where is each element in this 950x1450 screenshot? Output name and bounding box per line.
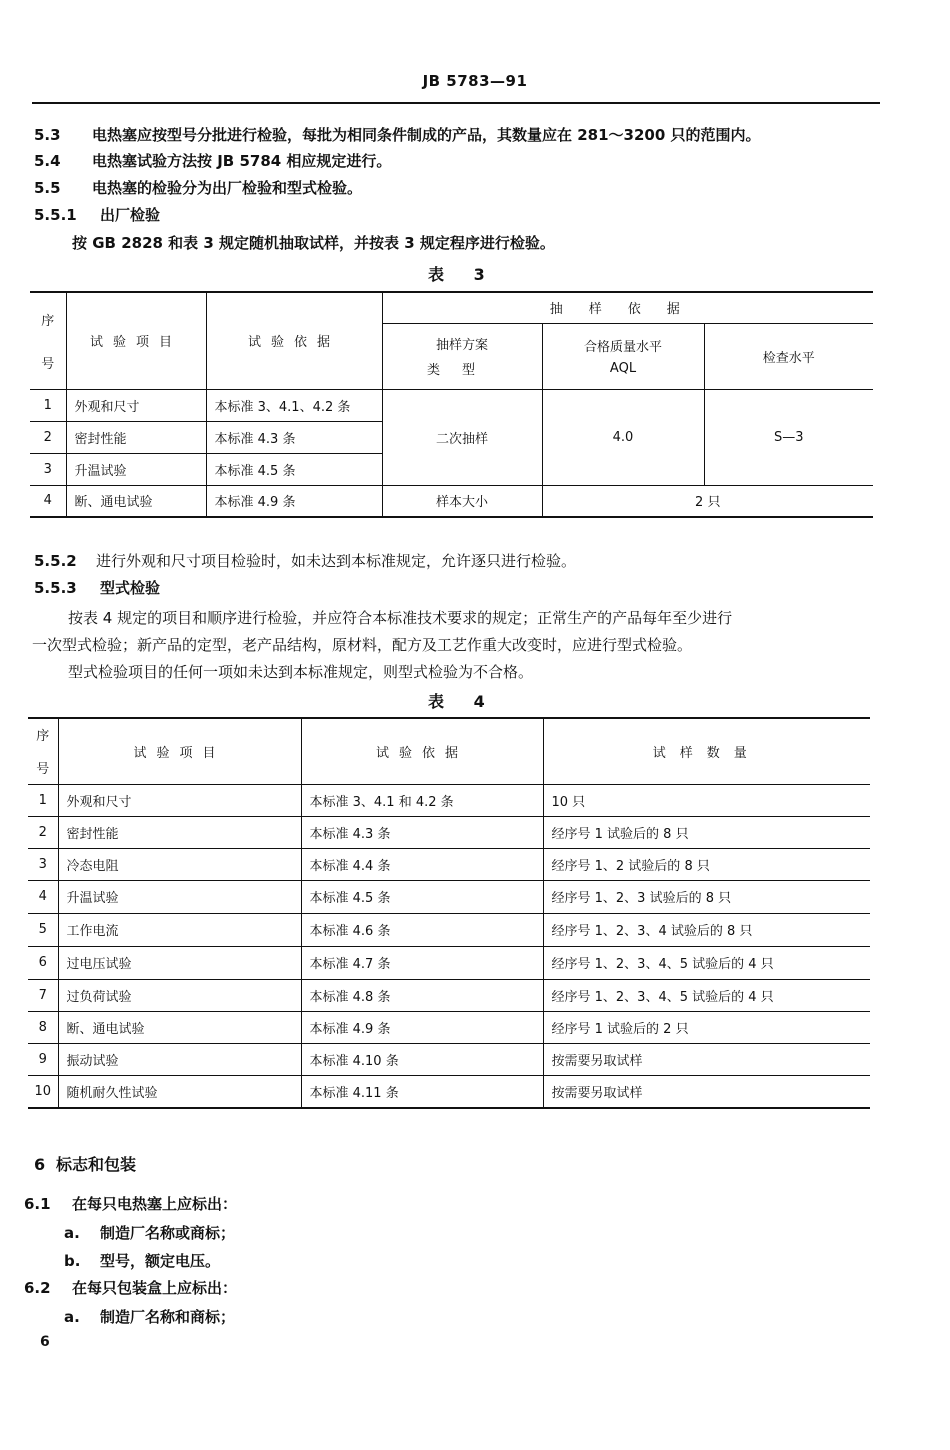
row-item: 断、通电试验 xyxy=(58,1011,301,1043)
table3-aql-value: 4.0 xyxy=(542,389,704,485)
row-basis: 本标准 4.11 条 xyxy=(301,1075,543,1108)
section-title: 标志和包装 xyxy=(56,1155,137,1174)
row-qty: 10 只 xyxy=(543,784,870,816)
row-basis: 本标准 3、4.1、4.2 条 xyxy=(206,389,382,421)
row-number: 8 xyxy=(28,1011,58,1043)
row-number: 10 xyxy=(28,1075,58,1108)
row-qty: 按需要另取试样 xyxy=(543,1043,870,1075)
table3-header-aql xyxy=(542,323,704,389)
row-basis: 本标准 4.3 条 xyxy=(301,816,543,848)
clause-text: 电热塞的检验分为出厂检验和型式检验。 xyxy=(92,179,363,197)
seq-top: 序 xyxy=(41,313,55,329)
clause-5-5-2 xyxy=(34,550,576,571)
table3-header-item: 试验项目 xyxy=(66,292,206,389)
row-qty: 经序号 1、2、3、4、5 试验后的 4 只 xyxy=(543,979,870,1011)
table4-header-seq xyxy=(28,718,58,784)
table3-scheme-value: 二次抽样 xyxy=(382,389,542,485)
clause-text: 电热塞应按型号分批进行检验，每批为相同条件制成的产品，其数量应在 281～3200 只的范围内。 xyxy=(92,126,761,144)
clause-5-5-3-body-line2: 一次型式检验；新产品的定型，老产品结构，原材料，配方及工艺作重大改变时，应进行型式检验。 xyxy=(32,636,693,654)
row-basis: 本标准 4.5 条 xyxy=(206,453,382,485)
aql-line2: AQL xyxy=(609,361,637,376)
row-item: 外观和尺寸 xyxy=(58,784,301,816)
row-number: 3 xyxy=(28,848,58,880)
row-number: 4 xyxy=(30,485,66,517)
table3-level-value: S—3 xyxy=(704,389,873,485)
table3-sample-size-label: 样本大小 xyxy=(382,485,542,517)
clause-number: 6.2 xyxy=(24,1279,51,1297)
row-item: 过电压试验 xyxy=(58,946,301,979)
clause-6-2-a xyxy=(64,1306,235,1327)
row-number: 2 xyxy=(30,421,66,453)
row-number: 6 xyxy=(28,946,58,979)
row-qty: 经序号 1 试验后的 8 只 xyxy=(543,816,870,848)
row-number: 7 xyxy=(28,979,58,1011)
row-item: 密封性能 xyxy=(58,816,301,848)
row-basis: 本标准 4.10 条 xyxy=(301,1043,543,1075)
table-row xyxy=(28,1075,870,1108)
row-number: 3 xyxy=(30,453,66,485)
clause-number: 5.5.3 xyxy=(34,579,77,597)
table4-header-basis: 试验依据 xyxy=(301,718,543,784)
row-number: 5 xyxy=(28,913,58,946)
row-item: 密封性能 xyxy=(66,421,206,453)
table3-header-sampling: 抽样依据 xyxy=(382,292,873,323)
clause-text: 在每只电热塞上应标出： xyxy=(72,1195,238,1213)
row-item: 外观和尺寸 xyxy=(66,389,206,421)
clause-5-4 xyxy=(34,150,391,171)
header-rule xyxy=(32,102,880,104)
table-row xyxy=(28,880,870,913)
table3-header-scheme xyxy=(382,323,542,389)
row-basis: 本标准 4.9 条 xyxy=(301,1011,543,1043)
table-row xyxy=(28,816,870,848)
clause-number: 5.5.2 xyxy=(34,552,77,570)
row-basis: 本标准 3、4.1 和 4.2 条 xyxy=(301,784,543,816)
table-row xyxy=(28,1043,870,1075)
clause-6-1-a xyxy=(64,1222,235,1243)
row-item: 随机耐久性试验 xyxy=(58,1075,301,1108)
clause-6-1 xyxy=(24,1193,237,1214)
row-qty: 经序号 1、2、3 试验后的 8 只 xyxy=(543,880,870,913)
page-number: 6 xyxy=(40,1334,50,1350)
table4-caption: 表 4 xyxy=(428,692,497,711)
row-basis: 本标准 4.9 条 xyxy=(206,485,382,517)
clause-number: 6.1 xyxy=(24,1195,51,1213)
clause-5-5-3-body-line1: 按表 4 规定的项目和顺序进行检验，并应符合本标准技术要求的规定；正常生产的产品每年至少进行 xyxy=(68,609,733,627)
row-qty: 经序号 1、2、3、4、5 试验后的 4 只 xyxy=(543,946,870,979)
table-row xyxy=(28,913,870,946)
clause-text: 出厂检验 xyxy=(100,206,161,224)
clause-6-1-b xyxy=(64,1250,220,1271)
section-number: 6 xyxy=(34,1155,46,1174)
item-text: 制造厂名称和商标； xyxy=(100,1308,236,1326)
clause-5-5-1-body: 按 GB 2828 和表 3 规定随机抽取试样，并按表 3 规定程序进行检验。 xyxy=(72,234,555,252)
table3-header-basis: 试验依据 xyxy=(206,292,382,389)
clause-text: 型式检验 xyxy=(100,579,161,597)
row-basis: 本标准 4.5 条 xyxy=(301,880,543,913)
row-item: 升温试验 xyxy=(66,453,206,485)
item-text: 型号，额定电压。 xyxy=(100,1252,221,1270)
row-basis: 本标准 4.6 条 xyxy=(301,913,543,946)
row-number: 9 xyxy=(28,1043,58,1075)
scheme-line2: 类型 xyxy=(426,363,497,378)
row-basis: 本标准 4.7 条 xyxy=(301,946,543,979)
item-label: b. xyxy=(64,1252,81,1270)
seq-bottom: 号 xyxy=(36,762,50,778)
scheme-line1: 抽样方案 xyxy=(435,338,488,353)
table3-sample-size-value: 2 只 xyxy=(542,485,873,517)
item-text: 制造厂名称或商标； xyxy=(100,1224,236,1242)
table-row xyxy=(28,946,870,979)
row-number: 2 xyxy=(28,816,58,848)
clause-5-5-3 xyxy=(34,577,160,598)
table-4 xyxy=(28,717,870,1109)
clause-text: 进行外观和尺寸项目检验时，如未达到本标准规定，允许逐只进行检验。 xyxy=(96,552,577,570)
clause-number: 5.5 xyxy=(34,179,61,197)
row-item: 升温试验 xyxy=(58,880,301,913)
item-label: a. xyxy=(64,1224,80,1242)
row-item: 振动试验 xyxy=(58,1043,301,1075)
row-basis: 本标准 4.8 条 xyxy=(301,979,543,1011)
item-label: a. xyxy=(64,1308,80,1326)
row-basis: 本标准 4.3 条 xyxy=(206,421,382,453)
table-3 xyxy=(30,291,873,518)
clause-text: 电热塞试验方法按 JB 5784 相应规定进行。 xyxy=(92,152,392,170)
clause-number: 5.3 xyxy=(34,126,61,144)
clause-5-3 xyxy=(34,124,761,145)
clause-5-5-3-body-line3: 型式检验项目的任何一项如未达到本标准规定，则型式检验为不合格。 xyxy=(68,663,534,681)
table-row xyxy=(28,979,870,1011)
table3-caption: 表 3 xyxy=(428,265,497,284)
clause-5-5-1 xyxy=(34,204,160,225)
row-item: 冷态电阻 xyxy=(58,848,301,880)
table4-header-item: 试验项目 xyxy=(58,718,301,784)
row-qty: 按需要另取试样 xyxy=(543,1075,870,1108)
document-header: JB 5783—91 xyxy=(422,72,528,90)
table3-header-level: 检查水平 xyxy=(704,323,873,389)
row-number: 1 xyxy=(28,784,58,816)
table4-header-qty: 试样数量 xyxy=(543,718,870,784)
table-row xyxy=(28,784,870,816)
clause-6-2 xyxy=(24,1277,237,1298)
table-row xyxy=(28,1011,870,1043)
row-qty: 经序号 1、2、3、4 试验后的 8 只 xyxy=(543,913,870,946)
section-6-title xyxy=(34,1152,136,1175)
aql-line1: 合格质量水平 xyxy=(583,340,662,355)
clause-text: 在每只包装盒上应标出： xyxy=(72,1279,238,1297)
clause-number: 5.4 xyxy=(34,152,61,170)
row-item: 工作电流 xyxy=(58,913,301,946)
row-item: 断、通电试验 xyxy=(66,485,206,517)
row-basis: 本标准 4.4 条 xyxy=(301,848,543,880)
row-item: 过负荷试验 xyxy=(58,979,301,1011)
seq-top: 序 xyxy=(36,729,50,745)
row-number: 4 xyxy=(28,880,58,913)
table-row xyxy=(30,485,873,517)
row-number: 1 xyxy=(30,389,66,421)
table3-header-seq xyxy=(30,292,66,389)
table-row xyxy=(28,848,870,880)
row-qty: 经序号 1 试验后的 2 只 xyxy=(543,1011,870,1043)
row-qty: 经序号 1、2 试验后的 8 只 xyxy=(543,848,870,880)
clause-5-5 xyxy=(34,177,362,198)
seq-bottom: 号 xyxy=(41,356,55,372)
clause-number: 5.5.1 xyxy=(34,206,77,224)
table-row xyxy=(30,389,873,421)
